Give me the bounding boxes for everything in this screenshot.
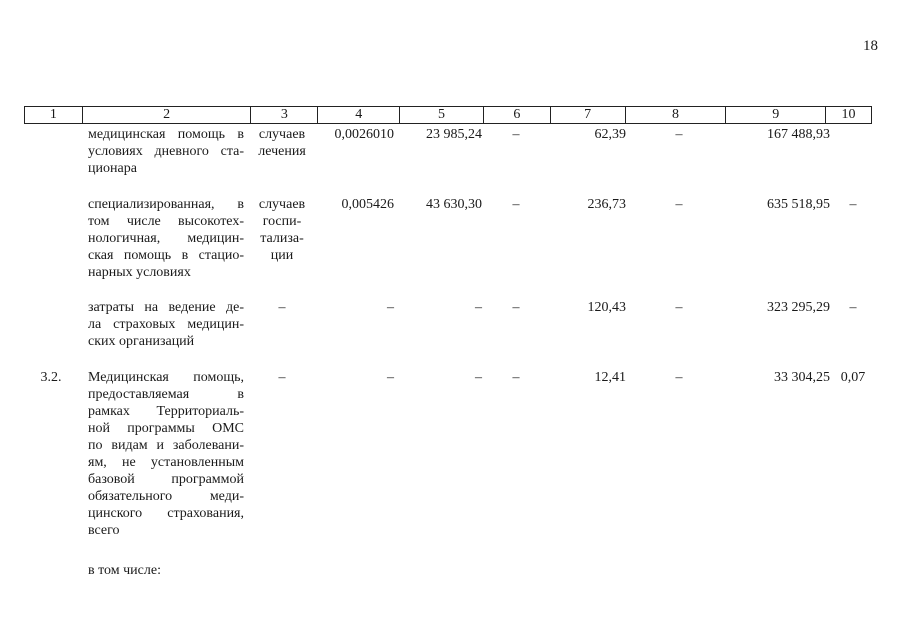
- row-col-6: –: [512, 370, 520, 385]
- description-line: цинского страхования,: [88, 506, 244, 521]
- description-line: ских организаций: [88, 334, 195, 349]
- description-line: том числе высокотех-: [88, 214, 244, 229]
- row-col-7: 120,43: [587, 300, 626, 315]
- row-col-4: 0,005426: [341, 197, 394, 212]
- header-col-2: 2: [83, 107, 252, 123]
- row-unit: [252, 196, 312, 264]
- header-col-5: 5: [400, 107, 484, 123]
- description-line: ям, не установленным: [88, 455, 244, 470]
- description-line: условиях дневного ста-: [88, 144, 244, 159]
- row-code: 3.2.: [40, 370, 62, 385]
- row-col-8: –: [675, 197, 683, 212]
- row-col-9: 323 295,29: [767, 300, 830, 315]
- unit-line: лечения: [258, 144, 306, 159]
- unit-line: тализа-: [260, 231, 304, 246]
- header-col-4: 4: [318, 107, 400, 123]
- row-description: [88, 196, 244, 281]
- description-line: ла страховых медицин-: [88, 317, 244, 332]
- description-line: Медицинская помощь,: [88, 370, 244, 385]
- row-col-4: –: [387, 300, 394, 315]
- description-line: ская помощь в стацио-: [88, 248, 244, 263]
- description-line: ционара: [88, 161, 137, 176]
- row-col-9: 635 518,95: [767, 197, 830, 212]
- row-col-8: –: [675, 300, 683, 315]
- row-col-5: 23 985,24: [426, 127, 482, 142]
- row-col-10: –: [849, 300, 857, 315]
- row-unit: [252, 126, 312, 160]
- row-col-5: –: [475, 370, 482, 385]
- table-header-row: [24, 106, 872, 124]
- header-col-9: 9: [726, 107, 826, 123]
- description-line: нарных условиях: [88, 265, 191, 280]
- row-col-8: –: [675, 370, 683, 385]
- description-line: обязательного меди-: [88, 489, 244, 504]
- row-col-7: 12,41: [594, 370, 626, 385]
- row-description: [88, 126, 244, 177]
- row-col-5: –: [475, 300, 482, 315]
- row-unit: [252, 299, 312, 316]
- description-line: медицинская помощь в: [88, 127, 244, 142]
- unit-line: –: [278, 300, 286, 315]
- unit-line: госпи-: [262, 214, 302, 229]
- description-line: специализированная, в: [88, 197, 244, 212]
- row-unit: [252, 369, 312, 386]
- unit-line: ции: [270, 248, 294, 263]
- description-line: затраты на ведение де-: [88, 300, 244, 315]
- description-line: по видам и заболевани-: [88, 438, 244, 453]
- row-col-6: –: [512, 127, 520, 142]
- header-col-7: 7: [551, 107, 626, 123]
- row-col-4: 0,0026010: [334, 127, 394, 142]
- row-col-8: –: [675, 127, 683, 142]
- row-col-9: 33 304,25: [774, 370, 830, 385]
- row-col-10: 0,07: [840, 370, 866, 385]
- page-number: 18: [863, 38, 878, 54]
- header-col-8: 8: [626, 107, 727, 123]
- description-line: нологичная, медицин-: [88, 231, 244, 246]
- unit-line: случаев: [258, 127, 306, 142]
- header-col-1: 1: [25, 107, 83, 123]
- row-col-4: –: [387, 370, 394, 385]
- description-line: всего: [88, 523, 120, 538]
- row-description: [88, 369, 244, 539]
- row-col-7: 236,73: [587, 197, 626, 212]
- description-line: предоставляемая в: [88, 387, 244, 402]
- row-col-6: –: [512, 197, 520, 212]
- unit-line: случаев: [258, 197, 306, 212]
- row-col-6: –: [512, 300, 520, 315]
- description-line: базовой программой: [88, 472, 244, 487]
- row-col-10: –: [849, 197, 857, 212]
- header-col-6: 6: [484, 107, 551, 123]
- header-col-3: 3: [251, 107, 318, 123]
- footer-note: в том числе:: [88, 563, 161, 578]
- description-line: ной программы ОМС: [88, 421, 244, 436]
- row-col-7: 62,39: [594, 127, 626, 142]
- header-col-10: 10: [841, 107, 856, 122]
- row-col-5: 43 630,30: [426, 197, 482, 212]
- row-col-9: 167 488,93: [767, 127, 830, 142]
- description-line: рамках Территориаль-: [88, 404, 244, 419]
- unit-line: –: [278, 370, 286, 385]
- row-description: [88, 299, 244, 350]
